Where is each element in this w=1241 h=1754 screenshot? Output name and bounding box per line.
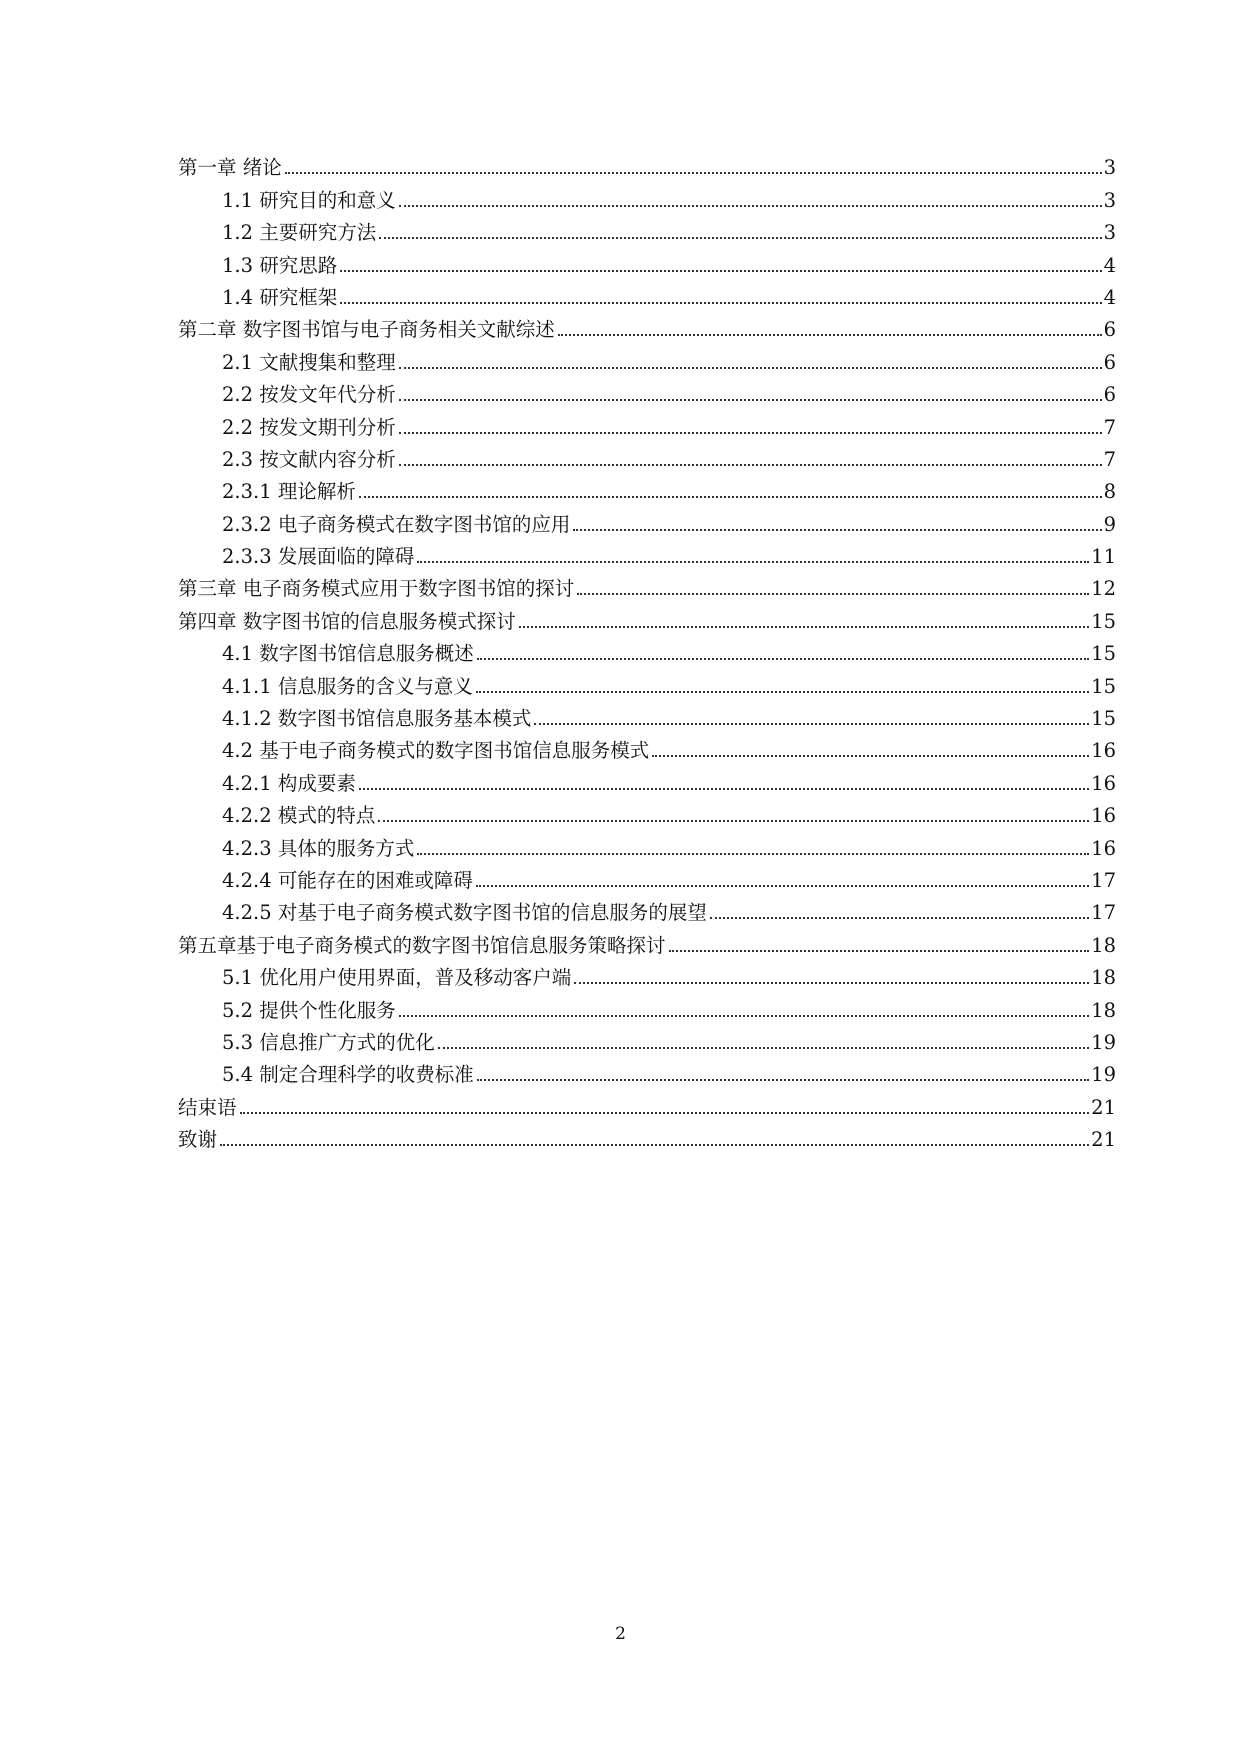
toc-dot-leader [417,853,1089,855]
toc-dot-leader [417,561,1089,563]
toc-dot-leader [573,529,1101,531]
toc-section-entry[interactable] [178,215,1116,247]
toc-section-entry[interactable] [178,442,1116,474]
toc-entry-page-number: 16 [1091,739,1116,763]
toc-entry-page-number: 4 [1103,253,1116,277]
toc-dot-leader [476,885,1089,887]
toc-dot-leader [240,1112,1090,1114]
toc-section-entry[interactable] [178,830,1116,862]
toc-entry-label: 2.3 按文献内容分析 [222,447,396,471]
toc-dot-leader [399,1015,1089,1017]
toc-entry-page-number: 12 [1091,577,1116,601]
toc-dot-leader [359,788,1089,790]
toc-dot-leader [710,917,1089,919]
toc-dot-leader [534,723,1089,725]
toc-section-entry[interactable] [178,1057,1116,1089]
toc-chapter-entry[interactable] [178,1089,1116,1121]
toc-section-entry[interactable] [178,1025,1116,1057]
toc-entry-page-number: 17 [1091,868,1116,892]
toc-entry-page-number: 9 [1103,512,1116,536]
toc-dot-leader [438,1047,1089,1049]
toc-chapter-entry[interactable] [178,571,1116,603]
toc-entry-page-number: 21 [1091,1095,1116,1119]
toc-dot-leader [399,464,1102,466]
toc-entry-page-number: 15 [1091,707,1116,731]
toc-entry-page-number: 3 [1103,221,1116,245]
toc-section-entry[interactable] [178,701,1116,733]
toc-entry-label: 1.3 研究思路 [222,253,338,277]
toc-entry-page-number: 15 [1091,609,1116,633]
toc-entry-label: 第一章 绪论 [178,156,282,180]
toc-entry-label: 4.2.4 可能存在的困难或障碍 [222,868,473,892]
toc-chapter-entry[interactable] [178,927,1116,959]
toc-entry-page-number: 15 [1091,642,1116,666]
toc-dot-leader [558,334,1102,336]
toc-entry-label: 4.2.2 模式的特点 [222,804,376,828]
toc-entry-page-number: 3 [1103,188,1116,212]
toc-section-entry[interactable] [178,733,1116,765]
toc-section-entry[interactable] [178,636,1116,668]
toc-entry-label: 结束语 [178,1095,237,1119]
toc-section-entry[interactable] [178,668,1116,700]
toc-entry-page-number: 3 [1103,156,1116,180]
toc-section-entry[interactable] [178,247,1116,279]
toc-section-entry[interactable] [178,506,1116,538]
toc-section-entry[interactable] [178,280,1116,312]
toc-entry-label: 5.4 制定合理科学的收费标准 [222,1063,474,1087]
toc-dot-leader [669,950,1090,952]
toc-entry-page-number: 6 [1103,383,1116,407]
toc-entry-label: 4.2.5 对基于电子商务模式数字图书馆的信息服务的展望 [222,901,707,925]
toc-entry-label: 致谢 [178,1128,218,1152]
toc-entry-label: 4.1.1 信息服务的含义与意义 [222,674,473,698]
toc-dot-leader [399,432,1102,434]
toc-entry-label: 1.2 主要研究方法 [222,221,377,245]
toc-dot-leader [652,755,1089,757]
toc-section-entry[interactable] [178,409,1116,441]
toc-entry-page-number: 16 [1091,771,1116,795]
toc-entry-page-number: 16 [1091,836,1116,860]
toc-section-entry[interactable] [178,960,1116,992]
toc-entry-page-number: 4 [1103,285,1116,309]
table-of-contents [178,150,1116,1154]
toc-section-entry[interactable] [178,539,1116,571]
toc-chapter-entry[interactable] [178,603,1116,635]
toc-entry-page-number: 15 [1091,674,1116,698]
toc-dot-leader [220,1144,1089,1146]
toc-entry-label: 1.4 研究框架 [222,285,338,309]
toc-entry-label: 第五章基于电子商务模式的数字图书馆信息服务策略探讨 [178,933,666,957]
toc-entry-label: 2.1 文献搜集和整理 [222,350,396,374]
toc-entry-page-number: 17 [1091,901,1116,925]
toc-dot-leader [477,1079,1089,1081]
toc-entry-label: 第四章 数字图书馆的信息服务模式探讨 [178,609,516,633]
toc-entry-label: 4.2.1 构成要素 [222,771,356,795]
toc-entry-page-number: 8 [1103,480,1116,504]
toc-entry-label: 2.3.3 发展面临的障碍 [222,545,415,569]
toc-entry-label: 4.1 数字图书馆信息服务概述 [222,642,474,666]
toc-entry-page-number: 21 [1091,1128,1116,1152]
toc-dot-leader [378,820,1089,822]
toc-entry-label: 第三章 电子商务模式应用于数字图书馆的探讨 [178,577,575,601]
toc-dot-leader [285,172,1102,174]
toc-entry-page-number: 19 [1091,1063,1116,1087]
toc-dot-leader [340,302,1101,304]
toc-section-entry[interactable] [178,377,1116,409]
toc-section-entry[interactable] [178,474,1116,506]
toc-entry-label: 4.2 基于电子商务模式的数字图书馆信息服务模式 [222,739,650,763]
toc-entry-page-number: 18 [1091,998,1116,1022]
toc-dot-leader [519,626,1089,628]
toc-entry-page-number: 18 [1091,966,1116,990]
page-number: 2 [615,1624,626,1644]
toc-dot-leader [477,658,1089,660]
toc-entry-page-number: 6 [1103,318,1116,342]
toc-chapter-entry[interactable] [178,150,1116,182]
toc-section-entry[interactable] [178,895,1116,927]
toc-entry-label: 第二章 数字图书馆与电子商务相关文献综述 [178,318,555,342]
toc-section-entry[interactable] [178,182,1116,214]
toc-section-entry[interactable] [178,863,1116,895]
toc-section-entry[interactable] [178,344,1116,376]
toc-entry-page-number: 11 [1091,545,1116,569]
toc-entry-page-number: 7 [1103,447,1116,471]
toc-entry-label: 2.2 按发文年代分析 [222,383,396,407]
toc-entry-page-number: 19 [1091,1030,1116,1054]
toc-entry-label: 5.1 优化用户使用界面，普及移动客户端 [222,966,572,990]
toc-entry-label: 1.1 研究目的和意义 [222,188,396,212]
toc-dot-leader [399,205,1102,207]
toc-entry-label: 2.3.1 理论解析 [222,480,356,504]
toc-dot-leader [399,367,1102,369]
toc-entry-label: 2.2 按发文期刊分析 [222,415,396,439]
toc-dot-leader [399,399,1102,401]
toc-dot-leader [476,691,1089,693]
toc-dot-leader [379,237,1101,239]
toc-section-entry[interactable] [178,992,1116,1024]
toc-entry-label: 4.2.3 具体的服务方式 [222,836,415,860]
toc-entry-label: 2.3.2 电子商务模式在数字图书馆的应用 [222,512,571,536]
toc-chapter-entry[interactable] [178,1122,1116,1154]
toc-dot-leader [577,593,1089,595]
toc-entry-page-number: 18 [1091,933,1116,957]
toc-entry-label: 4.1.2 数字图书馆信息服务基本模式 [222,707,532,731]
toc-dot-leader [359,496,1102,498]
toc-dot-leader [340,270,1101,272]
toc-section-entry[interactable] [178,798,1116,830]
toc-entry-page-number: 16 [1091,804,1116,828]
toc-entry-label: 5.2 提供个性化服务 [222,998,396,1022]
toc-dot-leader [574,982,1089,984]
toc-entry-label: 5.3 信息推广方式的优化 [222,1030,435,1054]
toc-entry-page-number: 7 [1103,415,1116,439]
toc-entry-page-number: 6 [1103,350,1116,374]
toc-chapter-entry[interactable] [178,312,1116,344]
toc-section-entry[interactable] [178,765,1116,797]
